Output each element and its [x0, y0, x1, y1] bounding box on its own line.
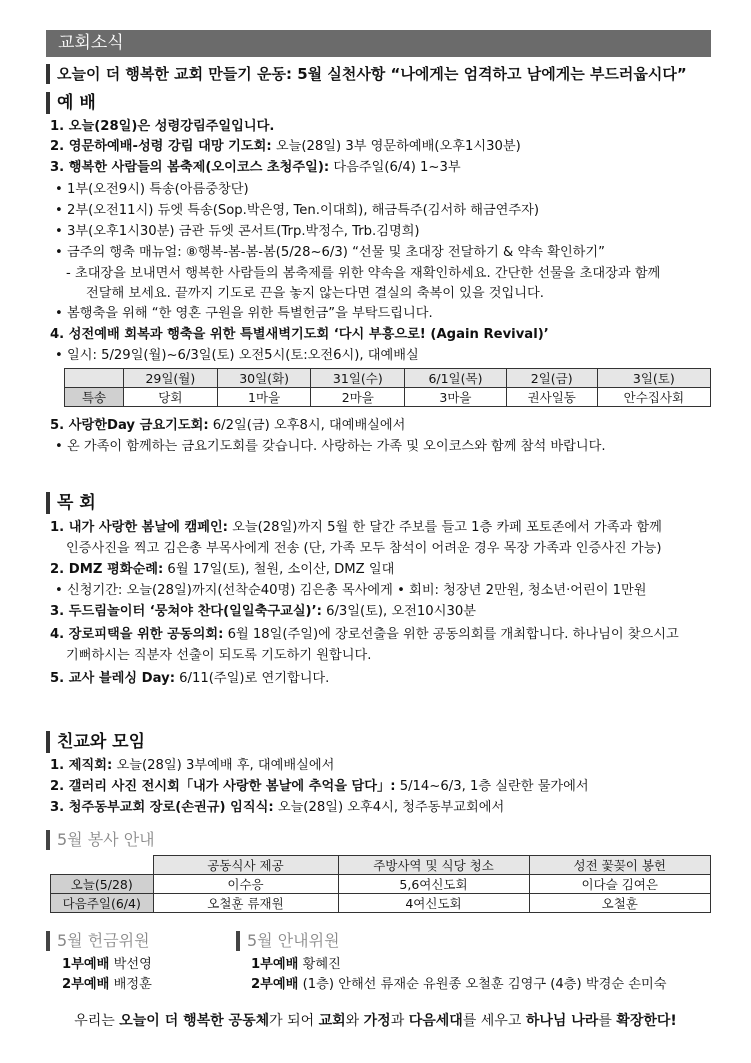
- table-row-label: 오늘(5/28): [51, 875, 154, 894]
- ministry-heading: 목 회: [46, 492, 96, 514]
- ministry-item-2: 2. DMZ 평화순례: 6월 17일(토), 철원, 소이산, DMZ 일대: [50, 562, 395, 577]
- service-table: [50, 855, 711, 913]
- service-heading: 5월 봉사 안내: [46, 830, 155, 850]
- dawn-prayer-table: [64, 368, 711, 407]
- worship-item-3-bullet-3: • 3부(오후1시30분) 금관 듀엣 콘서트(Trp.박정수, Trb.김명희): [55, 224, 420, 239]
- table-row-label: 다음주일(6/4): [51, 894, 154, 913]
- worship-item-5-bullet-1: • 온 가족이 함께하는 금요기도회를 갖습니다. 사랑하는 가족 및 오이코스와 함께 참석 바랍니다.: [55, 439, 606, 454]
- table-row-label: 특송: [65, 388, 124, 407]
- campaign-heading: 오늘이 더 행복한 교회 만들기 운동: 5월 실천사항 “나에게는 엄격하고 남에게는 부드러웁시다”: [46, 64, 687, 84]
- table-row: [65, 369, 711, 388]
- page-banner: 교회소식: [46, 30, 711, 57]
- table-header: 30일(화): [217, 369, 311, 388]
- worship-item-2: 2. 영문하예배-성령 강림 대망 기도회: 오늘(28일) 3부 영문하예배(오후1시30분): [50, 139, 521, 154]
- worship-item-3-note-1: - 초대장을 보내면서 행복한 사람들의 봄축제를 위한 약속을 재확인하세요. 간단한 선물을 초대장과 함께: [66, 266, 661, 281]
- table-corner: [51, 856, 154, 875]
- ministry-item-2-bullet: • 신청기간: 오늘(28일)까지(선착순40명) 김은총 목사에게 • 회비: 청장년 2만원, 청소년·어린이 1만원: [55, 583, 647, 598]
- ministry-item-5: 5. 교사 블레싱 Day: 6/11(주일)로 연기합니다.: [50, 671, 330, 686]
- table-cell: 4여신도회: [338, 894, 529, 913]
- worship-item-3-bullet-1: • 1부(오전9시) 특송(아름중창단): [55, 182, 249, 197]
- table-header: 31일(수): [311, 369, 405, 388]
- worship-heading: 예 배: [46, 92, 96, 114]
- ministry-item-1: 1. 내가 사랑한 봄날에 캠페인: 오늘(28일)까지 5월 한 달간 주보를 들고 1층 카페 포토존에서 가족과 함께: [50, 520, 662, 535]
- fellowship-item-3: 3. 청주동부교회 장로(손권규) 임직식: 오늘(28일) 오후4시, 청주동부교회에서: [50, 800, 505, 815]
- table-cell: 당회: [124, 388, 218, 407]
- table-cell: 5,6여신도회: [338, 875, 529, 894]
- table-header: 2일(금): [506, 369, 597, 388]
- table-cell: 오철훈 류재원: [153, 894, 338, 913]
- table-corner: [65, 369, 124, 388]
- table-row: [51, 875, 711, 894]
- table-cell: 이수응: [153, 875, 338, 894]
- table-header: 주방사역 및 식당 청소: [338, 856, 529, 875]
- table-cell: 권사일동: [506, 388, 597, 407]
- table-cell: 오철훈: [529, 894, 711, 913]
- usher-row-1: 1부예배 황혜진: [251, 957, 341, 972]
- offering-row-1: 1부예배 박선영: [62, 957, 152, 972]
- fellowship-item-2: 2. 갤러리 사진 전시회「내가 사랑한 봄날에 추억을 담다」: 5/14~6/3, 1층 실란한 물가에서: [50, 779, 589, 794]
- table-cell: 3마을: [405, 388, 507, 407]
- ministry-item-4-cont: 기뻐하시는 직분자 선출이 되도록 기도하기 원합니다.: [66, 648, 372, 663]
- worship-item-3: 3. 행복한 사람들의 봄축제(오이코스 초청주일): 다음주일(6/4) 1~3부: [50, 160, 461, 175]
- table-header: 3일(토): [597, 369, 710, 388]
- table-cell: 2마을: [311, 388, 405, 407]
- usher-row-2: 2부예배 (1층) 안해선 류재순 유원종 오철훈 김영구 (4층) 박경순 손미숙: [251, 977, 667, 992]
- worship-item-1: 1. 오늘(28일)은 성령강림주일입니다.: [50, 119, 275, 134]
- worship-item-3-bullet-4: • 금주의 행축 매뉴얼: ⑧행복-봄-봄-봄(5/28~6/3) “선물 및 초대장 전달하기 & 약속 확인하기”: [55, 245, 605, 260]
- fellowship-item-1: 1. 제직회: 오늘(28일) 3부예배 후, 대예배실에서: [50, 758, 335, 773]
- worship-item-4: 4. 성전예배 회복과 행축을 위한 특별새벽기도회 ‘다시 부흥으로! (Again Revival)’: [50, 327, 549, 342]
- table-row: [51, 856, 711, 875]
- worship-item-3-note-2: 전달해 보세요. 끝까지 기도로 끈을 놓지 않는다면 결실의 축복이 있을 것입니다.: [86, 286, 544, 301]
- worship-item-3-bullet-6: • 봄행축을 위해 “한 영혼 구원을 위한 특별헌금”을 부탁드립니다.: [55, 306, 433, 321]
- table-header: 29일(월): [124, 369, 218, 388]
- usher-heading: 5월 안내위원: [236, 931, 340, 951]
- table-header: 6/1일(목): [405, 369, 507, 388]
- ministry-item-1-cont: 인증사진을 찍고 김은총 부목사에게 전송 (단, 가족 모두 참석이 어려운 경우 목장 가족과 인증사진 가능): [66, 541, 662, 556]
- table-cell: 이다슬 김여은: [529, 875, 711, 894]
- closing-motto: 우리는 오늘이 더 행복한 공동체가 되어 교회와 가정과 다음세대를 세우고 하나님 나라를 확장한다!: [74, 1013, 677, 1029]
- table-cell: 안수집사회: [597, 388, 710, 407]
- worship-item-5: 5. 사랑한Day 금요기도회: 6/2일(금) 오후8시, 대예배실에서: [50, 418, 406, 433]
- table-header: 성전 꽃꽂이 봉헌: [529, 856, 711, 875]
- worship-item-4-bullet-1: • 일시: 5/29일(월)~6/3일(토) 오전5시(토:오전6시), 대예배실: [55, 348, 419, 363]
- table-row: [51, 894, 711, 913]
- table-cell: 1마을: [217, 388, 311, 407]
- ministry-item-3: 3. 두드림놀이터 ‘뭉쳐야 찬다(일일축구교실)’: 6/3일(토), 오전10시30분: [50, 604, 476, 619]
- table-row: [65, 388, 711, 407]
- offering-heading: 5월 헌금위원: [46, 931, 150, 951]
- worship-item-3-bullet-2: • 2부(오전11시) 듀엣 특송(Sop.박은영, Ten.이대희), 해금특주(김서하 해금연주자): [55, 203, 540, 218]
- offering-row-2: 2부예배 배정훈: [62, 977, 152, 992]
- fellowship-heading: 친교와 모임: [46, 731, 145, 753]
- table-header: 공동식사 제공: [153, 856, 338, 875]
- ministry-item-4: 4. 장로피택을 위한 공동의회: 6월 18일(주일)에 장로선출을 위한 공동의회를 개최합니다. 하나님이 찾으시고: [50, 627, 679, 642]
